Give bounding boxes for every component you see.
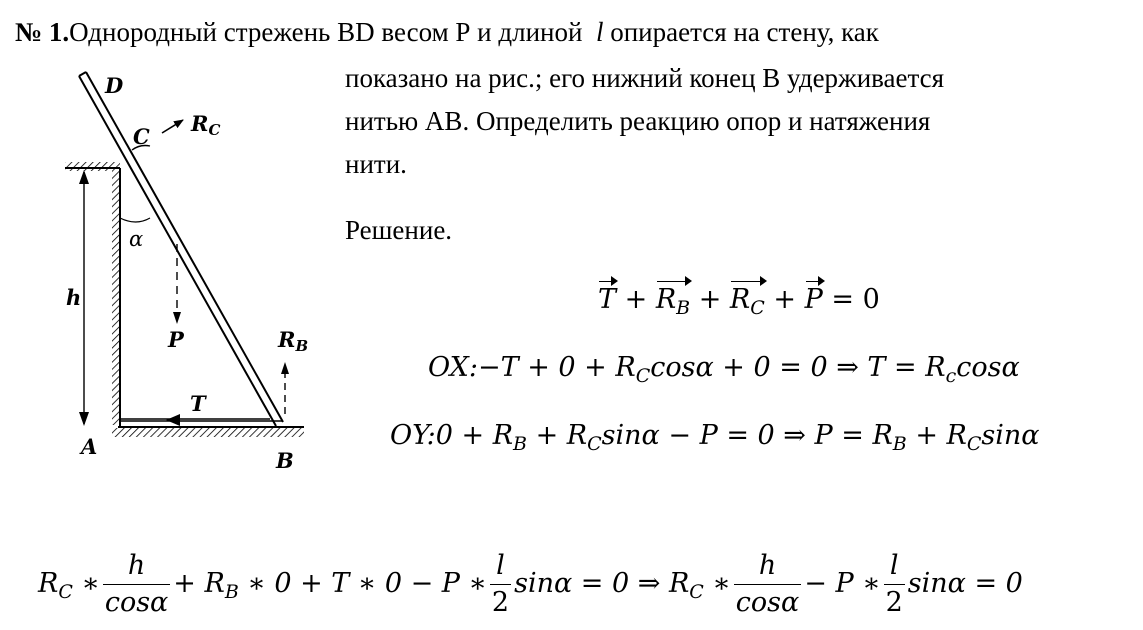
solution-heading: Решение. — [345, 215, 453, 245]
problem-number: № 1. — [15, 17, 70, 47]
label-A: A — [81, 434, 98, 459]
problem-line-3: нитью АВ. Определить реакцию опор и натяжения — [345, 106, 931, 136]
label-C: C — [133, 124, 150, 149]
label-alpha: α — [129, 227, 144, 251]
problem-line-1 — [15, 14, 879, 50]
label-h: h — [66, 285, 82, 310]
label-P: P — [168, 327, 184, 352]
wall-hatch — [112, 171, 120, 425]
problem-text-1-end: опирается на стену, как — [610, 17, 879, 47]
label-B: B — [276, 448, 294, 473]
moment-equation: $R_C$ ∗ $\frac{h}{\cos\alpha}$ + $R_B$ ∗ 0 + T ∗ 0 − P ∗ $\frac{l}{2}$ sinα = 0 ⇒ $R_C$ ∗ $\frac{h}{\cos\alpha}$ − P ∗ $\frac{l}{2}$ sinα = 0 — [38, 548, 1023, 621]
label-D: D — [105, 73, 124, 98]
label-T: T — [190, 391, 206, 416]
reaction-rc-arrow — [162, 120, 183, 133]
problem-line-2: показано на рис.; его нижний конец В удерживается — [345, 63, 945, 93]
oy-label: OY: — [390, 420, 436, 451]
floor-hatch — [112, 428, 304, 437]
label-RB: RB — [278, 327, 309, 355]
wall-top-hatch — [65, 162, 120, 171]
oy-equation: OY:0 + $R_B + R_C\sin\alpha - P = 0$ ⇒ $P = R_B + R_C\sin\alpha$ — [390, 420, 1040, 455]
problem-text-1: Однородный стрежень BD весом Р и длиной — [69, 17, 583, 47]
rod-figure — [55, 62, 345, 482]
vector-equation: $T + R_B + R_C + P = 0$ — [598, 284, 880, 319]
label-RC: RC — [191, 111, 221, 139]
ox-equation: OX:−T + $0 + R_C\cos\alpha + 0 = 0$ ⇒ $T = R_c\cos\alpha$ — [428, 352, 1020, 387]
length-symbol: l — [595, 17, 604, 47]
ox-label: OX: — [428, 352, 478, 383]
problem-line-4: нити. — [345, 149, 407, 179]
alpha-arc — [120, 218, 150, 222]
tension-arrow — [166, 414, 180, 426]
